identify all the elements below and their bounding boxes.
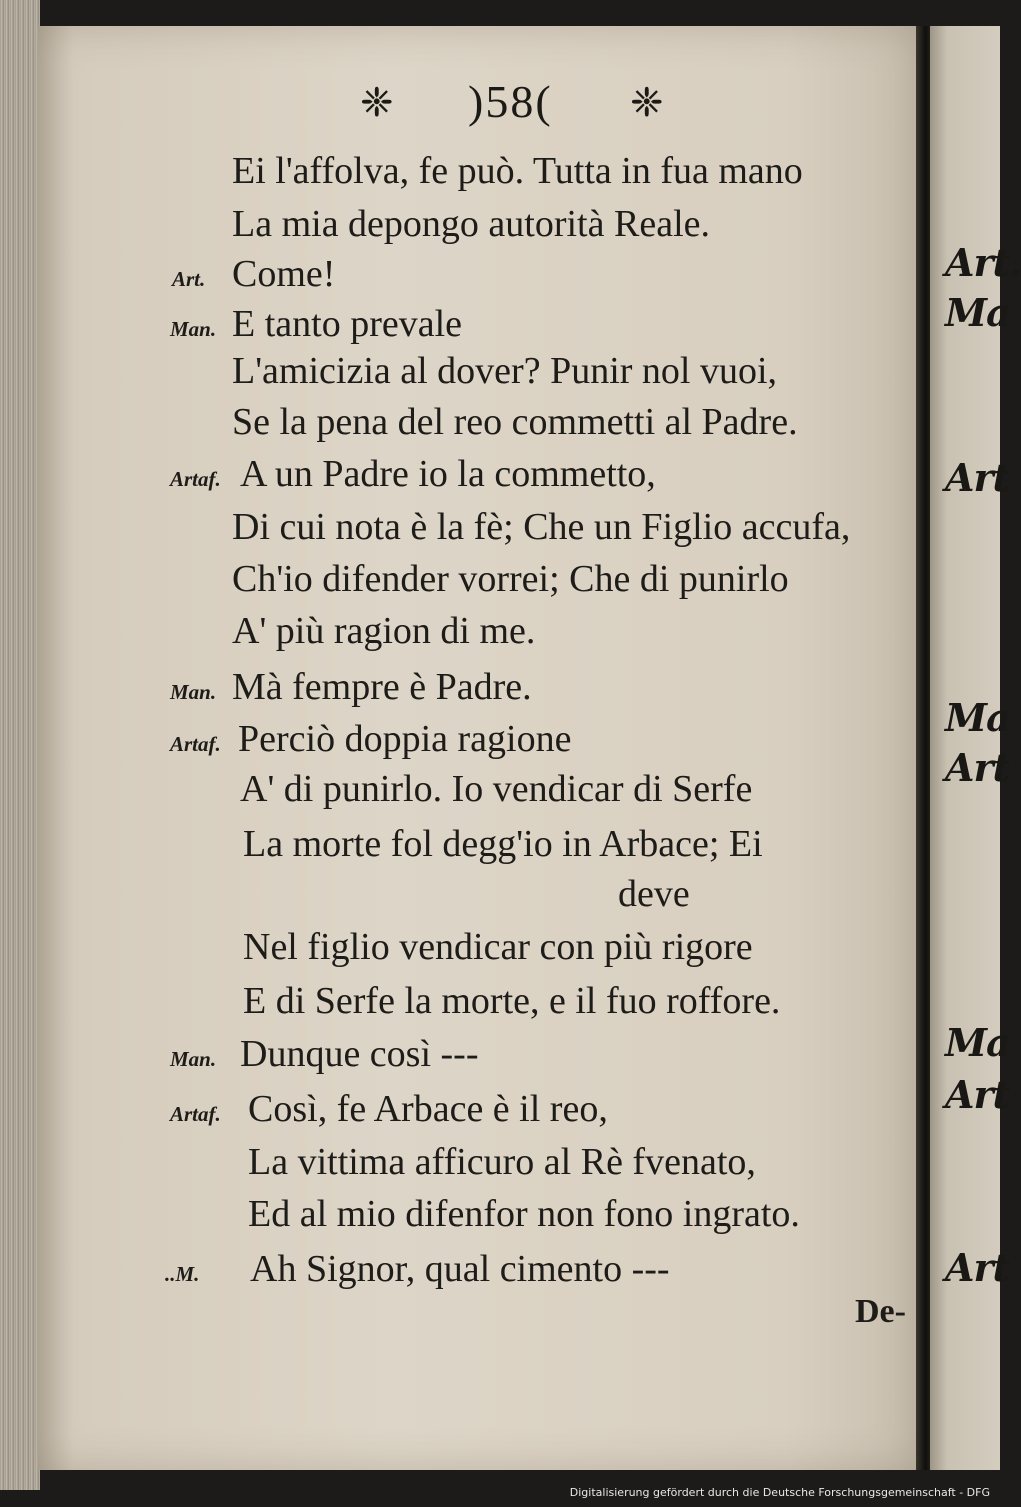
- verse-line: Mà fempre è Padre.: [232, 666, 532, 708]
- verse-line: A un Padre io la commetto,: [240, 453, 656, 495]
- speaker-label: Art.: [172, 267, 206, 291]
- facing-speaker-mark: Ma: [945, 695, 1010, 740]
- verse-line: Ei l'affolva, fe può. Tutta in fua mano: [232, 150, 803, 192]
- facing-speaker-mark: Art.: [945, 240, 1021, 285]
- verse-line: Ah Signor, qual cimento ---: [250, 1248, 670, 1290]
- verse-line: A' di punirlo. Io vendicar di Serfe: [240, 768, 753, 810]
- facing-speaker-mark: Ma: [945, 290, 1010, 335]
- speaker-label: Man.: [170, 317, 217, 341]
- facing-speaker-mark: Art: [945, 1245, 1010, 1290]
- ornament-right-icon: ❈: [630, 80, 664, 126]
- facing-speaker-mark: Ma: [945, 1020, 1010, 1065]
- verse-line: deve: [618, 873, 690, 915]
- facing-speaker-mark: Art: [945, 455, 1010, 500]
- facing-speaker-mark: Art: [945, 1072, 1010, 1117]
- speaker-label: Man.: [170, 1047, 217, 1071]
- speaker-label: ..M.: [165, 1262, 200, 1286]
- verse-line: Nel figlio vendicar con più rigore: [243, 926, 753, 968]
- page-number: )58(: [468, 76, 553, 127]
- verse-line: Ch'io difender vorrei; Che di punirlo: [232, 558, 789, 600]
- verse-line: Dunque così ---: [240, 1033, 479, 1075]
- speaker-label: Man.: [170, 680, 217, 704]
- verse-line: Perciò doppia ragione: [238, 718, 572, 760]
- verse-line: E tanto prevale: [232, 303, 463, 345]
- verse-line: Se la pena del reo commetti al Padre.: [232, 401, 798, 443]
- catchword: De-: [855, 1293, 906, 1330]
- verse-line: La morte fol degg'io in Arbace; Ei: [243, 823, 763, 865]
- speaker-label: Artaf.: [170, 467, 221, 491]
- verse-line: La vittima afficuro al Rè fvenato,: [248, 1141, 756, 1183]
- digitization-credit: Digitalisierung gefördert durch die Deutsche Forschungsgemeinschaft - DFG: [569, 1486, 990, 1499]
- verse-line: Come!: [232, 253, 336, 295]
- verse-line: Così, fe Arbace è il reo,: [248, 1088, 608, 1130]
- speaker-label: Artaf.: [170, 1102, 221, 1126]
- facing-speaker-mark: Art: [945, 745, 1010, 790]
- verse-line: Di cui nota è la fè; Che un Figlio accufa,: [232, 506, 851, 548]
- speaker-label: Artaf.: [170, 732, 221, 756]
- page-header: [360, 75, 700, 135]
- verse-line: A' più ragion di me.: [232, 610, 536, 652]
- verse-line: Ed al mio difenfor non fono ingrato.: [248, 1193, 800, 1235]
- verse-line: E di Serfe la morte, e il fuo roffore.: [243, 980, 781, 1022]
- verse-line: L'amicizia al dover? Punir nol vuoi,: [232, 350, 778, 392]
- verse-line: La mia depongo autorità Reale.: [232, 203, 710, 245]
- ornament-left-icon: ❈: [360, 80, 394, 126]
- page-stack-edges: [0, 0, 40, 1490]
